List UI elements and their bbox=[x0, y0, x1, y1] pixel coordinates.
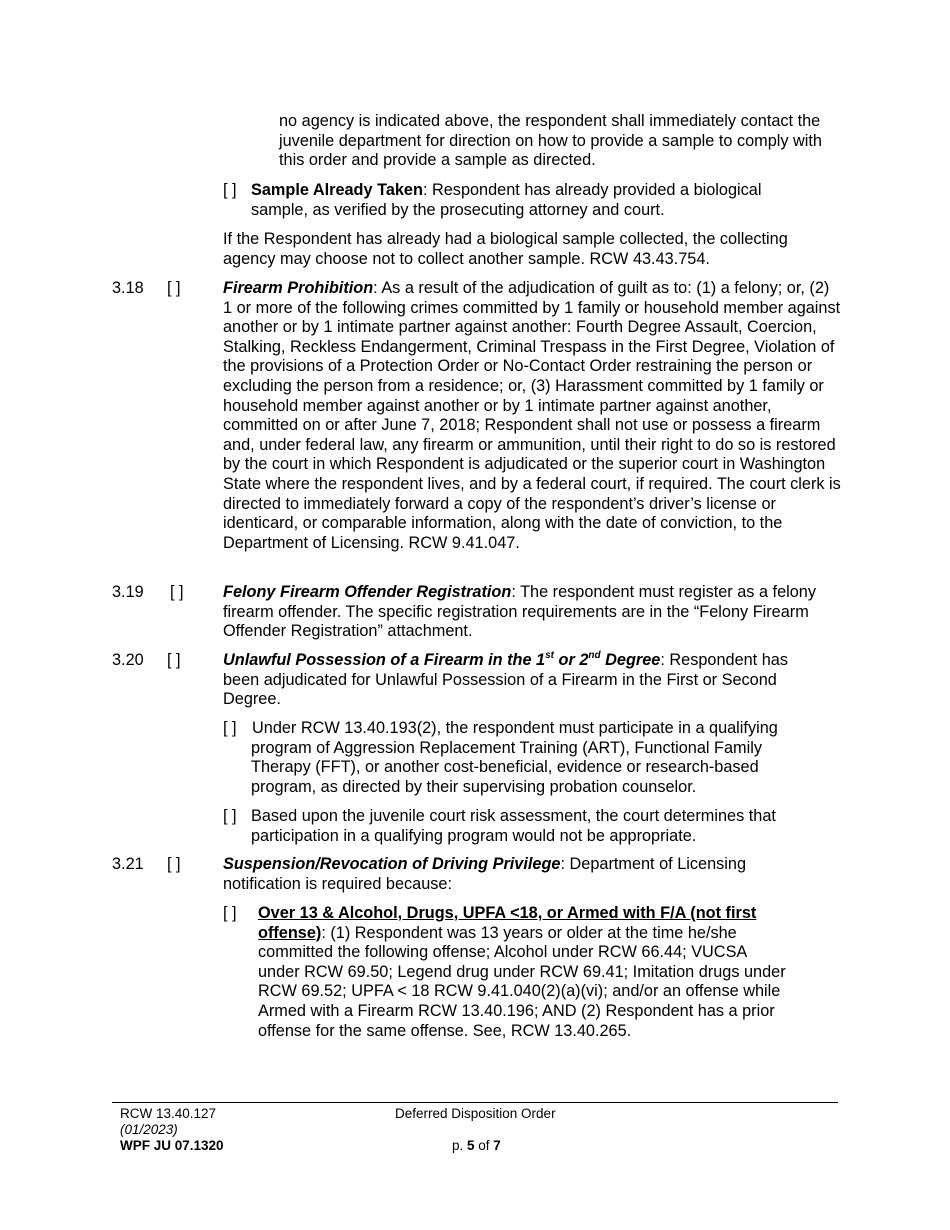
firearm-prohibition-title: Firearm Prohibition bbox=[223, 279, 374, 297]
section-3-19-checkbox[interactable]: [ ] bbox=[170, 583, 184, 601]
section-3-21-checkbox[interactable]: [ ] bbox=[167, 855, 181, 873]
unlawful-possession-paragraph bbox=[223, 651, 823, 710]
risk-assessment-option: Based upon the juvenile court risk assessment, the court determines that participation in a qualifying program would not be appropriate. bbox=[251, 807, 776, 845]
art-program-option: Under RCW 13.40.193(2), the respondent must participate in a qualifying program of Aggression Replacement Training (ART), Functional Family Therapy (FFT), or another cost-beneficial, evidence or research-based program, as directed by their supervising probation counselor. bbox=[251, 719, 778, 796]
unlawful-possession-text: : Respondent has been adjudicated for Unlawful Possession of a Firearm in the First or Second Degree. bbox=[223, 651, 788, 709]
footer-page-number: p. 5 of 7 bbox=[452, 1138, 501, 1153]
sample-taken-checkbox[interactable]: [ ] bbox=[223, 181, 237, 199]
felony-firearm-registration-text: : The respondent must register as a felony firearm offender. The specific registration requirements are in the “Felony Firearm Offender Registration” attachment. bbox=[223, 583, 816, 641]
driving-privilege-text: : Department of Licensing notification is required because: bbox=[223, 855, 746, 893]
over-13-option bbox=[258, 904, 788, 1041]
over-13-title: Over 13 & Alcohol, Drugs, UPFA <18, or Armed with F/A (not first offense) bbox=[258, 904, 757, 942]
over-13-checkbox[interactable]: [ ] bbox=[223, 904, 237, 922]
risk-assessment-checkbox[interactable]: [ ] bbox=[223, 807, 237, 825]
section-number-3-18: 3.18 bbox=[112, 279, 144, 297]
sample-taken-text: : Respondent has already provided a biological sample, as verified by the prosecuting attorney and court. bbox=[251, 181, 762, 219]
footer-divider bbox=[112, 1102, 838, 1103]
section-number-3-21: 3.21 bbox=[112, 855, 144, 873]
footer-form-number: WPF JU 07.1320 bbox=[120, 1138, 224, 1153]
footer-rcw: RCW 13.40.127 bbox=[120, 1106, 217, 1121]
felony-firearm-registration-paragraph bbox=[223, 583, 841, 642]
firearm-prohibition-text: : As a result of the adjudication of guilt as to: (1) a felony; or, (2) 1 or more of the following crimes committed by 1 family or household member against another or by 1 intimate partner against another: Fourth Degree Assault, Coercion, Stalking, Reckless Endangerment, Criminal Trespass in the First Degree, Violation of the provisions of a Protection Order or No-Contact Order restraining the person or excluding the person from a residence; or, (3) Harassment committed by 1 family or household member against another or by 1 intimate partner against another, committed on or after June 7, 2018; Respondent shall not use or possess a firearm and, under federal law, any firearm or ammunition, until their right to do so is restored by the court in which Respondent is adjudicated or the superior court in Washington State where the respondent lives, and by a federal court, if required. The court clerk is directed to immediately forward a copy of the respondent’s driver’s license or identicard, or comparable information, along with the date of conviction, to the Department of Licensing. RCW 9.41.047. bbox=[223, 279, 841, 552]
sample-taken-title: Sample Already Taken bbox=[251, 181, 423, 199]
unlawful-possession-title: Unlawful Possession of a Firearm in the 1st or 2nd Degree bbox=[223, 649, 661, 669]
section-3-20-checkbox[interactable]: [ ] bbox=[167, 651, 181, 669]
collected-sample-paragraph: If the Respondent has already had a biological sample collected, the collecting agency may choose not to collect another sample. RCW 43.43.754. bbox=[223, 230, 788, 268]
section-3-18-checkbox[interactable]: [ ] bbox=[167, 279, 181, 297]
driving-privilege-paragraph bbox=[223, 855, 823, 894]
over-13-text: : (1) Respondent was 13 years or older at the time he/she committed the following offense; Alcohol under RCW 66.44; VUCSA under RCW 69.50; Legend drug under RCW 69.41; Imitation drugs under RCW 69.52; UPFA < 18 RCW 9.41.040(2)(a)(vi); and/or an offense while Armed with a Firearm RCW 13.40.196; AND (2) Respondent has a prior offense for the same offense. See, RCW 13.40.265. bbox=[258, 923, 786, 1040]
footer-date: (01/2023) bbox=[120, 1122, 178, 1137]
driving-privilege-title: Suspension/Revocation of Driving Privilege bbox=[223, 855, 561, 873]
firearm-prohibition-paragraph bbox=[223, 279, 841, 553]
footer-document-title: Deferred Disposition Order bbox=[395, 1106, 556, 1121]
sample-taken-option bbox=[251, 181, 811, 220]
felony-firearm-registration-title: Felony Firearm Offender Registration bbox=[223, 583, 512, 601]
continuation-paragraph: no agency is indicated above, the respondent shall immediately contact the juvenile department for direction on how to provide a sample to comply with this order and provide a sample as directed. bbox=[279, 112, 822, 170]
section-number-3-19: 3.19 bbox=[112, 583, 144, 601]
section-number-3-20: 3.20 bbox=[112, 651, 144, 669]
art-program-checkbox[interactable]: [ ] bbox=[223, 719, 237, 737]
